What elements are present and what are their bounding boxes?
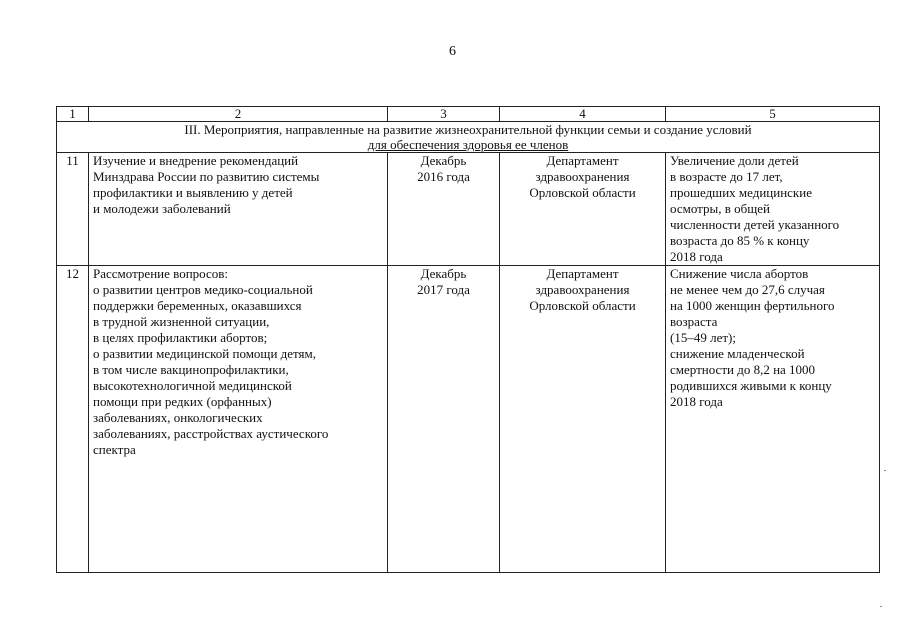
result-cell — [666, 266, 880, 573]
measures-table — [56, 106, 880, 573]
text-line: Минздрава России по развитию системы — [93, 169, 320, 184]
term-cell — [388, 153, 500, 266]
activity-cell — [89, 153, 388, 266]
table-row — [57, 266, 880, 573]
row-number: 12 — [57, 266, 89, 573]
scan-speck — [880, 606, 882, 607]
column-number-row — [57, 107, 880, 122]
text-line: Рассмотрение вопросов: — [93, 266, 228, 281]
text-line: о развитии центров медико-социальной — [93, 282, 313, 297]
section-heading-row — [57, 122, 880, 153]
row-number: 11 — [57, 153, 89, 266]
text-line: помощи при редких (орфанных) — [93, 394, 272, 409]
result-cell — [666, 153, 880, 266]
text-line: Орловской области — [529, 298, 636, 313]
section-heading — [57, 122, 880, 153]
text-line: осмотры, в общей — [670, 201, 770, 216]
text-line: и молодежи заболеваний — [93, 201, 231, 216]
text-line: Орловской области — [529, 185, 636, 200]
text-line: высокотехнологичной медицинской — [93, 378, 292, 393]
text-line: на 1000 женщин фертильного — [670, 298, 835, 313]
text-line: не менее чем до 27,6 случая — [670, 282, 825, 297]
section-heading-line: III. Мероприятия, направленные на развитие жизнеохранительной функции семьи и создание условий — [184, 122, 752, 137]
column-number: 3 — [388, 107, 500, 122]
text-line: профилактики и выявлению у детей — [93, 185, 293, 200]
column-number: 1 — [57, 107, 89, 122]
term-cell — [388, 266, 500, 573]
text-line: Изучение и внедрение рекомендаций — [93, 153, 299, 168]
executor-cell — [500, 266, 666, 573]
text-line: о развитии медицинской помощи детям, — [93, 346, 316, 361]
text-line: прошедших медицинские — [670, 185, 812, 200]
text-line: численности детей указанного — [670, 217, 840, 232]
section-heading-line: для обеспечения здоровья ее членов — [367, 137, 569, 152]
text-line: возраста до 85 % к концу — [670, 233, 810, 248]
text-line: здравоохранения — [535, 169, 630, 184]
table-row — [57, 153, 880, 266]
activity-cell — [89, 266, 388, 573]
text-line: Увеличение доли детей — [670, 153, 799, 168]
text-line: Снижение числа абортов — [670, 266, 809, 281]
column-number: 5 — [666, 107, 880, 122]
text-line: Департамент — [546, 153, 619, 168]
text-line: родившихся живыми к концу — [670, 378, 832, 393]
text-line: 2018 года — [670, 394, 723, 409]
column-number: 2 — [89, 107, 388, 122]
text-line: в целях профилактики абортов; — [93, 330, 268, 345]
page-number: 6 — [449, 44, 456, 59]
text-line: здравоохранения — [535, 282, 630, 297]
text-line: заболеваниях, онкологических — [93, 410, 263, 425]
text-line: снижение младенческой — [670, 346, 805, 361]
scan-speck — [884, 470, 886, 471]
text-line: 2018 года — [670, 249, 723, 264]
text-line: (15–49 лет); — [670, 330, 736, 345]
text-line: возраста — [670, 314, 718, 329]
text-line: поддержки беременных, оказавшихся — [93, 298, 302, 313]
text-line: в трудной жизненной ситуации, — [93, 314, 270, 329]
text-line: 2016 года — [417, 169, 470, 184]
text-line: смертности до 8,2 на 1000 — [670, 362, 816, 377]
text-line: заболеваниях, расстройствах аустического — [93, 426, 329, 441]
text-line: 2017 года — [417, 282, 470, 297]
text-line: спектра — [93, 442, 136, 457]
text-line: Декабрь — [420, 153, 467, 168]
text-line: Декабрь — [420, 266, 467, 281]
text-line: в том числе вакцинопрофилактики, — [93, 362, 289, 377]
column-number: 4 — [500, 107, 666, 122]
executor-cell — [500, 153, 666, 266]
text-line: в возрасте до 17 лет, — [670, 169, 783, 184]
text-line: Департамент — [546, 266, 619, 281]
